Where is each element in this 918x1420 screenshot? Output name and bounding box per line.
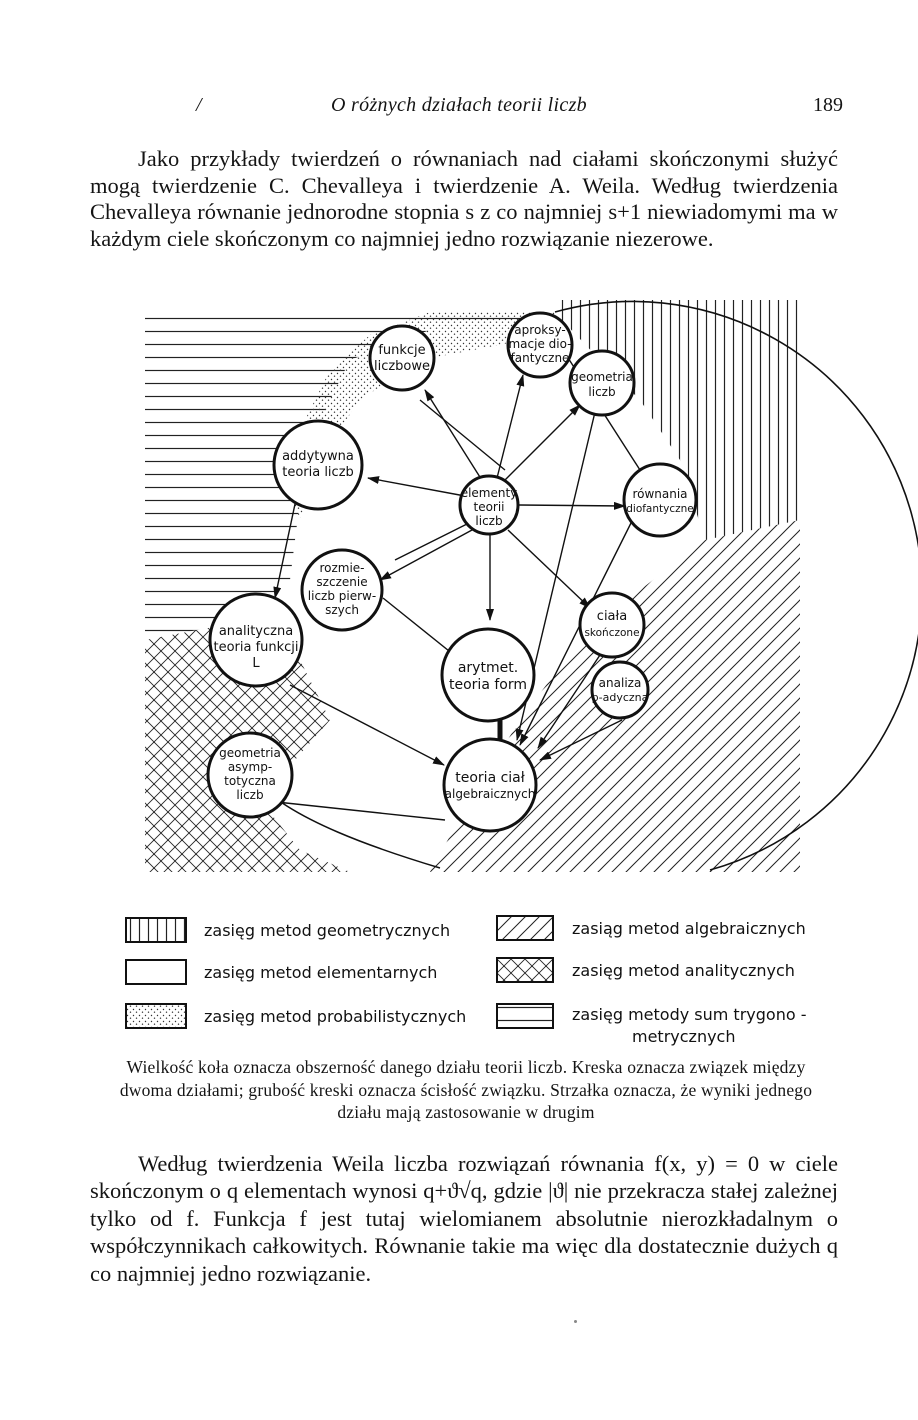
legend-analytic-label: zasięg metod analitycznych	[572, 961, 795, 980]
label-aproks-2: macje dio-	[508, 337, 572, 351]
print-speck	[574, 1320, 577, 1323]
label-gasymp-2: asymp-	[227, 760, 273, 774]
label-ciala-2: skończone	[584, 627, 640, 639]
label-rownania-1: równania	[632, 487, 688, 501]
figure-caption: Wielkość koła oznacza obszerność danego działu teorii liczb. Kreska oznacza związek między dwoma działami; grubość kreski oznacza ścisłość związku. Strzałka oznacza, że wyniki jednego działu mają zastosowanie w drugim	[119, 1057, 813, 1122]
label-elementy-2: teorii	[473, 500, 505, 514]
label-aproks-1: aproksy-	[514, 323, 566, 337]
label-funkcje-1: funkcje	[378, 343, 426, 358]
label-funkcje-2: liczbowe	[373, 359, 431, 374]
legend-geometric-label: zasięg metod geometrycznych	[204, 921, 451, 940]
label-analiza-2: p-adyczna	[591, 691, 649, 704]
paragraph-top: Jako przykłady twierdzeń o równaniach nad ciałami skończonymi służyć mogą twierdzenie C. Chevalleya i twierdzenie A. Weila. Według twierdzenia Chevalleya równanie jednorodne stopnia s z co najmniej s+1 niewiadomymi ma w każdym ciele skończonym co najmniej jedno rozwiązanie niezerowe.	[90, 146, 838, 251]
label-rownania-2: diofantyczne	[626, 503, 694, 515]
label-analit-1: analityczna	[218, 624, 294, 639]
label-elementy-1: elementy	[460, 486, 518, 500]
label-addytywna-1: addytywna	[282, 449, 354, 464]
label-elementy-3: liczb	[475, 514, 503, 528]
label-gasymp-3: totyczna	[224, 774, 276, 788]
label-analit-3: L	[252, 656, 260, 671]
legend-swatch-geometric	[126, 918, 186, 942]
label-arytmet-2: teoria form	[449, 677, 527, 693]
label-analit-2: teoria funkcji	[213, 640, 299, 655]
paragraph-bottom: Według twierdzenia Weila liczba rozwiązań równania f(x, y) = 0 w ciele skończonym o q elementach wynosi q+ϑ√q, gdzie |ϑ| nie przekracza stałej zależnej tylko od f. Funkcja f jest tutaj wielomianem absolutnie nierozkładalnym o współczynnikach całkowitych. Równanie takie ma więc dla dostatecznie dużych q co najmniej jedno rozwiązanie.	[90, 1151, 838, 1286]
label-rozm-3: liczb pierw-	[307, 589, 377, 603]
label-rozm-1: rozmie-	[319, 561, 365, 575]
label-arytmet-1: arytmet.	[457, 660, 519, 676]
legend-trig-label-1: zasięg metody sum trygono -	[572, 1005, 807, 1024]
legend-elementary-label: zasięg metod elementarnych	[204, 963, 438, 982]
node-analiza	[592, 662, 648, 718]
running-title: O różnych działach teorii liczb	[331, 94, 587, 116]
legend-swatch-algebraic	[497, 916, 553, 940]
label-geomliczb-1: geometria	[571, 370, 633, 384]
label-geomliczb-2: liczb	[588, 385, 616, 399]
label-analiza-1: analiza	[598, 676, 642, 690]
node-ciala	[580, 593, 644, 657]
legend-swatch-probabilistic	[126, 1004, 186, 1028]
label-gasymp-1: geometria	[219, 746, 281, 760]
legend-swatch-trigonometric	[497, 1004, 553, 1028]
legend-swatch-elementary	[126, 960, 186, 984]
label-rozm-2: szczenie	[316, 575, 368, 589]
label-gasymp-4: liczb	[236, 788, 264, 802]
node-funkcje	[370, 326, 434, 390]
legend-swatch-analytic	[497, 958, 553, 982]
label-ciala-1: ciała	[596, 609, 628, 624]
legend-probabilistic-label: zasięg metod probabilistycznych	[204, 1007, 467, 1026]
label-tcial-1: teoria ciał	[455, 770, 525, 786]
page-number: 189	[813, 94, 843, 116]
label-addytywna-2: teoria liczb	[282, 465, 354, 480]
label-rozm-4: szych	[325, 603, 359, 617]
legend-algebraic-label: zasiąg metod algebraicznych	[572, 919, 806, 938]
legend-trig-label-2: metrycznych	[632, 1027, 736, 1046]
header-mark: /	[196, 94, 202, 116]
label-aproks-3: fantyczne	[510, 351, 570, 365]
legend	[126, 916, 806, 1046]
label-tcial-2: algebraicznych	[444, 787, 536, 801]
